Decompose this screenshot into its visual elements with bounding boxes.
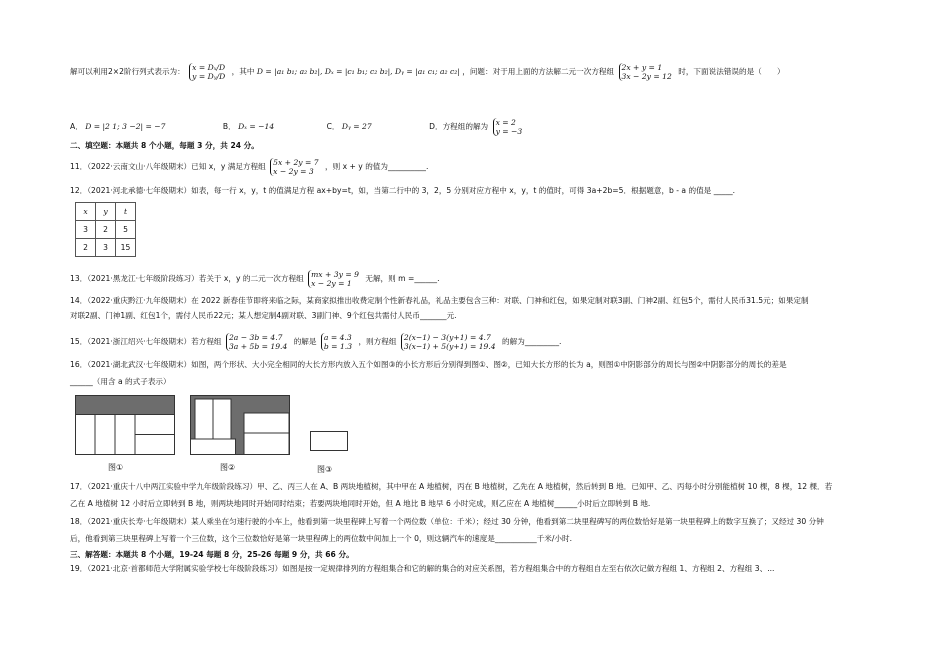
q10-formula-x: x = Dₓ/D bbox=[192, 63, 226, 72]
table-cell: 5 bbox=[116, 221, 136, 239]
q16-line1: 16．（2021·湖北武汉·七年级期末）如图，两个形状、大小完全相同的大长方形内放入五个如图③的小长方形后分别得到图①、图②，已知大长方形的长为 a，则图①中阴影部分的周长与图②中阴影部分的周长的差是 bbox=[70, 360, 787, 369]
q10-option-d-system bbox=[493, 118, 525, 136]
q13 bbox=[70, 270, 440, 288]
q11 bbox=[70, 158, 428, 176]
q10-option-d-label: D．方程组的解为 bbox=[429, 122, 489, 131]
q15-eq3: 2(x−1) − 3(y+1) = 4.7 bbox=[403, 333, 491, 342]
q15-eq4: 3(x−1) + 5(y+1) = 19.4 bbox=[403, 342, 496, 351]
section-2-heading: 二、填空题：本题共 8 个小题，每题 3 分，共 24 分。 bbox=[70, 141, 259, 150]
q10-intro: 解可以利用2×2阶行列式表示为： bbox=[70, 67, 185, 76]
q12-table bbox=[75, 202, 136, 257]
q13-eq2: x − 2y = 1 bbox=[311, 279, 352, 288]
q11-pre: 11．（2022·云南文山·八年级期末）已知 x，y 满足方程组 bbox=[70, 162, 266, 171]
q10-option-b: Dₓ = −14 bbox=[238, 122, 275, 131]
q16-line2: ______（用含 a 的式子表示） bbox=[70, 377, 171, 386]
q10-option-c-label: C． bbox=[326, 122, 340, 131]
q15-s1: a = 4.3 bbox=[323, 333, 352, 342]
q10-line bbox=[70, 63, 785, 81]
table-cell: x bbox=[76, 203, 96, 221]
q17-line2: 乙在 A 地植树 12 小时后立即转到 B 地，则两块地同时开始同时结束；若要两块地同时开始，但 A 地比 B 地早 6 小时完成，则乙应在 A 地植树______小时后立即转到 B 地. bbox=[70, 499, 651, 508]
q10-dx-def: Dₓ = |c₁ b₁; c₂ b₂|, bbox=[324, 67, 393, 76]
q10-option-d-x: x = 2 bbox=[495, 118, 516, 127]
table-cell: 15 bbox=[116, 239, 136, 257]
q14-line2: 对联2副、门神1副、红包1个，需付人民币22元；某人想定制4副对联、3副门神、9个红包共需付人民币_______元. bbox=[70, 311, 457, 320]
table-cell: 3 bbox=[76, 221, 96, 239]
q10-d-def: D = |a₁ b₁; a₂ b₂|, bbox=[256, 67, 323, 76]
q18-line2: 后，他看到第三块里程碑上写着一个三位数，这个三位数恰好是第一块里程碑上的两位数中间加上一个 0，则这辆汽车的速度是___________千米/小时. bbox=[70, 534, 573, 543]
q10-formula-y: y = Dᵧ/D bbox=[192, 72, 226, 81]
q15-solution bbox=[321, 333, 354, 351]
table-cell: 3 bbox=[96, 239, 116, 257]
table-cell: 2 bbox=[96, 221, 116, 239]
q14-line1: 14．（2022·重庆黔江·九年级期末）在 2022 新春佳节即将来临之际，某商家拟推出收费定制个性新春礼品，礼品主要包含三种：对联、门神和红包，如果定制对联3副、门神2副、红包5个，需付人民币31.5元；如果定制 bbox=[70, 296, 809, 305]
q10-formula-system bbox=[189, 63, 227, 81]
q17-line1: 17．（2021·重庆十八中两江实验中学九年级阶段练习）甲、乙、丙三人在 A、B 两块地植树，其中甲在 A 地植树，丙在 B 地植树，乙先在 A 地植树，然后转到 B 地．已知甲、乙、丙每小时分别能植树 10 棵，8 棵，12 棵．若 bbox=[70, 482, 833, 491]
q10-eq2: 3x − 2y = 12 bbox=[621, 72, 672, 81]
q15-eq1: 2a − 3b = 4.7 bbox=[228, 333, 283, 342]
q15 bbox=[70, 333, 561, 351]
q15-s2: b = 1.3 bbox=[323, 342, 353, 351]
q16-figure-1-caption: 图① bbox=[108, 463, 124, 472]
q11-eq2: x − 2y = 3 bbox=[273, 167, 314, 176]
section-3-heading: 三、解答题：本题共 8 个小题，19-24 每题 8 分，25-26 每题 9 分，共 66 分。 bbox=[70, 550, 354, 559]
q16-figure-1 bbox=[75, 395, 175, 455]
q16-figure-2 bbox=[190, 395, 290, 455]
q15-system1 bbox=[226, 333, 289, 351]
q10-option-a-label: A． bbox=[70, 122, 83, 131]
q15-system2 bbox=[401, 333, 498, 351]
q16-figure-3 bbox=[310, 431, 348, 451]
q12-text: 12．（2021·河北承德·七年级期末）如表，每一行 x，y，t 的值满足方程 ax+by=t，如，当第二行中的 3，2，5 分别对应方程中 x，y，t 的值时，可得 3a+2b=5．根据题意，b - a 的值是 _____. bbox=[70, 186, 736, 195]
q15-mid1: 的解是 bbox=[293, 337, 317, 346]
q13-eq1: mx + 3y = 9 bbox=[311, 270, 359, 279]
q15-post: 的解为_________. bbox=[502, 337, 562, 346]
q10-option-d-y: y = −3 bbox=[495, 127, 523, 136]
table-row bbox=[76, 221, 136, 239]
table-row bbox=[76, 203, 136, 221]
q10-option-a: D = |2 1; 3 −2| = −7 bbox=[85, 122, 166, 131]
q13-pre: 13．（2021·黑龙江·七年级阶段练习）若关于 x，y 的二元一次方程组 bbox=[70, 274, 304, 283]
q16-figure-2-caption: 图② bbox=[220, 463, 236, 472]
q11-system bbox=[270, 158, 320, 176]
q15-eq2: 3a + 5b = 19.4 bbox=[228, 342, 288, 351]
q11-post: ，则 x + y 的值为__________. bbox=[325, 162, 429, 171]
q10-option-c: Dᵧ = 27 bbox=[341, 122, 372, 131]
q11-eq1: 5x + 2y = 7 bbox=[273, 158, 319, 167]
q13-system bbox=[308, 270, 361, 288]
q10-option-b-label: B． bbox=[222, 122, 236, 131]
q18-line1: 18．（2021·重庆长寿·七年级期末）某人乘坐在匀速行驶的小车上，他看到第一块里程碑上写着一个两位数（单位：千米）；经过 30 分钟，他看到第二块里程碑写的两位数恰好是第一块里程碑上的数字互换了；又经过 30 分钟 bbox=[70, 517, 824, 526]
q10-dy-def: Dᵧ = |a₁ c₁; a₂ c₂| bbox=[395, 67, 460, 76]
q10-tail2: 时，下面说法错误的是（ ） bbox=[678, 67, 785, 76]
q10-options bbox=[70, 118, 526, 136]
q10-equation-system bbox=[619, 63, 674, 81]
table-cell: 2 bbox=[76, 239, 96, 257]
table-cell: y bbox=[96, 203, 116, 221]
q10-where: ，其中 bbox=[231, 67, 255, 76]
q10-tail1: ，问题：对于用上面的方法解二元一次方程组 bbox=[462, 67, 615, 76]
q15-pre: 15．（2021·浙江绍兴·七年级期末）若方程组 bbox=[70, 337, 222, 346]
table-cell: t bbox=[116, 203, 136, 221]
q13-post: 无解，则 m =______. bbox=[365, 274, 440, 283]
table-row bbox=[76, 239, 136, 257]
q15-mid2: ，则方程组 bbox=[358, 337, 397, 346]
q19-text: 19．（2021·北京·首都师范大学附属实验学校七年级阶段练习）如图是按一定规律排列的方程组集合和它的解的集合的对应关系图，若方程组集合中的方程组自左至右依次记做方程组 1、方程组 2、方程组 3、... bbox=[70, 564, 775, 573]
q10-eq1: 2x + y = 1 bbox=[621, 63, 663, 72]
q16-figure-3-caption: 图③ bbox=[317, 465, 333, 474]
